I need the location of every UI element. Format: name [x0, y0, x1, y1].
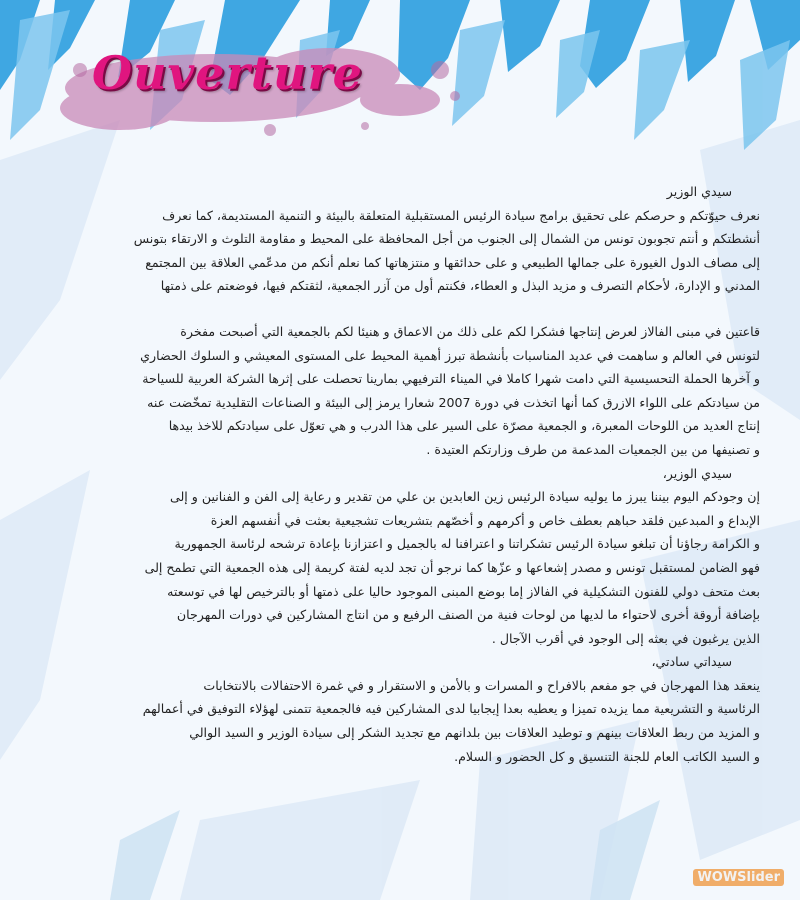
text-line: و الكرامة رجاؤنا أن تبلغو سيادة الرئيس تشكراتنا و اعترافنا له بالجميل و اعتزازنا بإعادة ترشحه لرئاسة الجمهورية — [174, 536, 760, 552]
text-line: و آخرها الحملة التحسيسية التي دامت شهرا كاملا في الميناء الترفيهي بمارينا تحصلت على إثرها الشركة العربية للسياحة — [142, 371, 760, 387]
text-line: الإبداع و المبدعين فلقد حباهم بعطف خاص و أكرمهم و أخصّهم بتشريعات تشجيعية بعثت في أنفسهم العزة — [210, 512, 760, 528]
text-line: أنشطتكم و أنتم تجوبون تونس من الشمال إلى الجنوب من أجل المحافظة على المحيط و مقاومة التلوث و الارتقاء بتونس — [133, 231, 760, 247]
text-line: قاعتين في مبنى الفالاز لعرض إنتاجها فشكرا لكم على ذلك من الاعماق و هنيئا لكم بالجمعية التي أصبحت مفخرة — [180, 323, 760, 339]
text-line: الرئاسية و التشريعية مما يزيده تميزا و يعطيه بعدا إيجابيا لدى المشاركين فيه فالجمعية تتمنى لهؤلاء التوفيق في أعمالهم — [142, 701, 760, 717]
text-line: نعرف حيوّتكم و حرصكم على تحقيق برامج سيادة الرئيس المستقبلية المتعلقة بالبيئة و التنمية المستديمة، كما نعرف — [162, 207, 760, 223]
text-line: إلى مصاف الدول الغيورة على جمالها الطبيعي و على حدائقها و منتزهاتها كما نعلم أنكم من مدعّمي العلاقة بين المجتمع — [145, 254, 760, 270]
text-line: إن وجودكم اليوم بيننا يبرز ما يوليه سيادة الرئيس زين العابدين بن علي من تقدير و رعاية إلى الفن و الفنانين و إلى — [169, 489, 760, 505]
paragraph-gap — [70, 298, 760, 320]
text-line: و السيد الكاتب العام للجنة التنسيق و كل الحضور و السلام. — [454, 748, 760, 764]
text-line: و المزيد من ربط العلاقات بينهم و توطيد العلاقات بين بلدانهم مع تجديد الشكر إلى سيادة الوزير و السيد الوالي — [189, 725, 760, 741]
text-line: ينعقد هذا المهرجان في جو مفعم بالافراح و المسرات و بالأمن و الاستقرار و في غمرة الاحتفالات بالانتخابات — [203, 677, 760, 693]
text-line: و تصنيفها من بين الجمعيات المدعمة من طرف وزارتكم العتيدة . — [426, 441, 760, 457]
text-line: بعث متحف دولي للفنون التشكيلية في الفالاز إما بوضع المبنى الموجود حاليا على ذمتها أو بالترخيص لها في توسعته — [167, 583, 760, 599]
text-line: إنتاج العديد من اللوحات المعبرة، و الجمعية مصرّة على السير على هذا الدرب و هي تعوّل على سيادتكم للاخذ بيدها — [168, 418, 760, 434]
text-line: فهو الضامن لمستقبل تونس و مصدر إشعاعها و عزّها كما نرجو أن تجد لديه لفتة كريمة إلى هذه الجمعية التي تطمح إلى — [144, 559, 760, 575]
text-line: بإضافة أروقة أخرى لاحتواء ما لديها من لوحات فنية من الصنف الرفيع و من انتاج المشاركين في دورات المهرجان — [176, 607, 760, 623]
salutation: سيداتي سادتي، — [651, 654, 732, 670]
salutation: سيدي الوزير — [666, 184, 732, 199]
text-line: من سيادتكم على اللواء الازرق كما أنها اتخذت في دورة 2007 شعارا يرمز إلى البيئة و الصناعات التقليدية تمخّضت عنه — [147, 394, 760, 410]
salutation: سيدي الوزير، — [662, 465, 732, 481]
wowslider-watermark: WOWSlider — [693, 869, 784, 886]
page-title: Ouverture — [92, 46, 363, 100]
text-line: الذين يرغبون في بعثه إلى الوجود في أقرب الآجال . — [491, 630, 760, 646]
text-line: لتونس في العالم و ساهمت في عديد المناسبات بأنشطة تبرز أهمية المحيط على المستوى المعيشي و السلوك الحضاري — [140, 347, 760, 363]
text-line: المدني و الإدارة، لأحكام التصرف و مزيد البذل و العطاء، فكنتم أول من آزر الجمعية، لثقتكم فيها، فوضعتم على ذمتها — [160, 278, 760, 294]
speech-text — [70, 180, 760, 768]
